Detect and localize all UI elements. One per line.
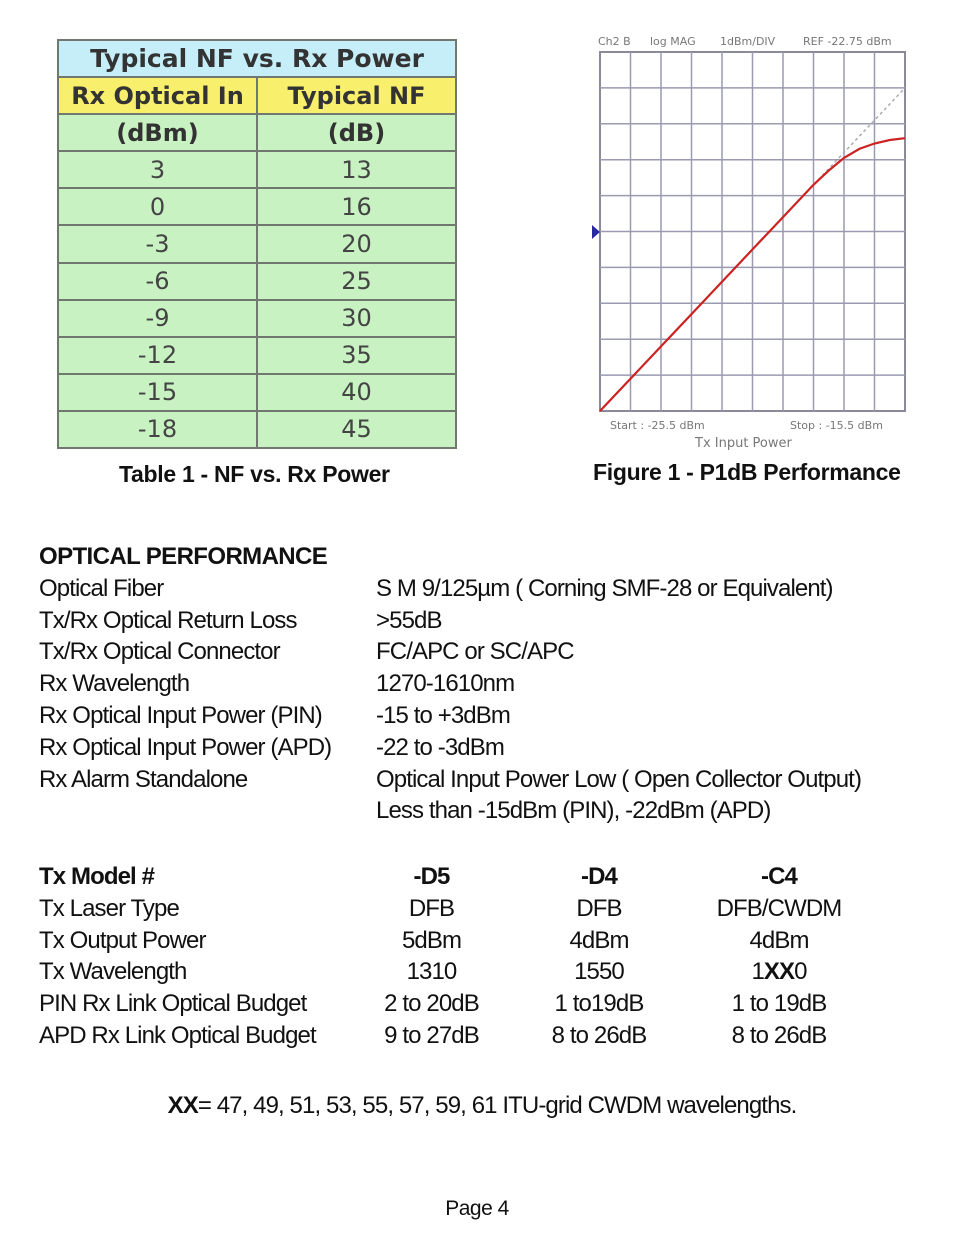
table-row	[58, 337, 456, 374]
table-row	[39, 956, 919, 988]
chart-grid	[600, 52, 905, 411]
nf-cell: 13	[257, 151, 456, 188]
nf-cell: 16	[257, 188, 456, 225]
spec-label	[39, 795, 376, 827]
spec-value: Optical Input Power Low ( Open Collector Output)	[376, 765, 862, 793]
cell-d5: 2 to 20dB	[384, 990, 479, 1018]
nf-table	[57, 39, 457, 449]
spec-label: Tx/Rx Optical Return Loss	[39, 606, 297, 634]
section-heading: OPTICAL PERFORMANCE	[39, 543, 328, 570]
spec-value: Less than -15dBm (PIN), -22dBm (APD)	[376, 797, 771, 825]
spec-row	[39, 668, 919, 700]
nf-table-col2-header: Typical NF	[257, 77, 456, 114]
spec-row	[39, 795, 919, 827]
spec-value: S M 9/125µm ( Corning SMF-28 or Equivalent)	[376, 574, 833, 602]
chart-header-channel: Ch2 B	[598, 35, 631, 48]
rx-cell: 3	[58, 151, 257, 188]
chart-header-ref: REF -22.75 dBm	[803, 35, 892, 48]
row-label: PIN Rx Link Optical Budget	[39, 990, 307, 1018]
table-row	[39, 1020, 919, 1052]
nf-cell: 35	[257, 337, 456, 374]
spec-value: -22 to -3dBm	[376, 733, 504, 761]
row-label: Tx Wavelength	[39, 958, 187, 986]
spec-label: Rx Optical Input Power (PIN)	[39, 701, 322, 729]
rx-cell: -12	[58, 337, 257, 374]
table-row	[39, 988, 919, 1020]
cell-d5: 1310	[406, 958, 457, 986]
model-d4-header: -D4	[581, 863, 617, 890]
row-label: Tx Output Power	[39, 926, 206, 954]
nf-cell: 40	[257, 374, 456, 411]
p1db-chart	[588, 30, 918, 460]
wavelength-xx: XX	[763, 958, 795, 986]
spec-label: Rx Optical Input Power (APD)	[39, 733, 332, 761]
rx-cell: -3	[58, 225, 257, 262]
rx-cell: -15	[58, 374, 257, 411]
nf-cell: 20	[257, 225, 456, 262]
nf-table-col1-unit: (dBm)	[58, 114, 257, 151]
spec-label: Optical Fiber	[39, 574, 164, 602]
model-d5-header: -D5	[413, 863, 450, 890]
wavelength-suffix: 0	[794, 958, 807, 986]
cell-d5: 9 to 27dB	[384, 1021, 479, 1049]
optical-performance-section	[39, 541, 919, 827]
spec-row	[39, 636, 919, 668]
row-label: APD Rx Link Optical Budget	[39, 1021, 316, 1049]
table-caption: Table 1 - NF vs. Rx Power	[119, 461, 390, 487]
chart-header-scale: 1dBm/DIV	[720, 35, 776, 48]
spec-row	[39, 605, 919, 637]
chart-stop-label: Stop : -15.5 dBm	[790, 419, 883, 432]
page-number: Page 4	[445, 1197, 509, 1220]
chart-xlabel: Tx Input Power	[695, 436, 792, 451]
nf-table-col1-header: Rx Optical In	[58, 77, 257, 114]
spec-row	[39, 573, 919, 605]
cell-d4: 4dBm	[569, 926, 629, 954]
spec-value: 1270-1610nm	[376, 670, 515, 698]
spec-row	[39, 700, 919, 732]
cell-d5: 5dBm	[401, 926, 462, 954]
cell-c4: 4dBm	[749, 926, 809, 954]
cell-d4: 8 to 26dB	[551, 1021, 647, 1049]
spec-label: Rx Wavelength	[39, 670, 190, 698]
cell-c4: 8 to 26dB	[731, 1021, 827, 1049]
note-text: = 47, 49, 51, 53, 55, 57, 59, 61 ITU-grid CWDM wavelengths.	[197, 1092, 797, 1119]
table-row	[58, 411, 456, 448]
note-xx: XX	[167, 1092, 198, 1119]
tx-model-header-row	[39, 861, 919, 893]
nf-cell: 30	[257, 300, 456, 337]
tx-model-label: Tx Model #	[39, 863, 155, 890]
table-row	[58, 263, 456, 300]
wavelength-prefix: 1	[751, 958, 764, 986]
table-row	[58, 225, 456, 262]
table-row	[58, 151, 456, 188]
tx-model-table	[39, 861, 919, 1052]
table-row	[39, 925, 919, 957]
spec-row	[39, 732, 919, 764]
table-row	[58, 188, 456, 225]
figure-caption: Figure 1 - P1dB Performance	[593, 459, 901, 485]
cell-d5: DFB	[408, 894, 455, 922]
row-label: Tx Laser Type	[39, 894, 179, 922]
rx-cell: 0	[58, 188, 257, 225]
table-row	[58, 374, 456, 411]
chart-start-label: Start : -25.5 dBm	[610, 419, 705, 432]
table-row	[39, 893, 919, 925]
chart-header-format: log MAG	[650, 35, 696, 48]
rx-cell: -9	[58, 300, 257, 337]
cwdm-note	[0, 1092, 954, 1120]
nf-table-title: Typical NF vs. Rx Power	[58, 40, 456, 77]
nf-cell: 45	[257, 411, 456, 448]
cell-d4: DFB	[576, 894, 622, 922]
cell-c4: DFB/CWDM	[716, 894, 842, 922]
nf-cell: 25	[257, 263, 456, 300]
table-row	[58, 300, 456, 337]
spec-label: Rx Alarm Standalone	[39, 765, 248, 793]
spec-value: -15 to +3dBm	[376, 701, 510, 729]
spec-label: Tx/Rx Optical Connector	[39, 638, 280, 666]
spec-value: FC/APC or SC/APC	[376, 638, 574, 666]
model-c4-header: -C4	[761, 863, 797, 890]
ref-marker-icon	[592, 225, 600, 239]
nf-table-col2-unit: (dB)	[257, 114, 456, 151]
cell-c4: 1 to 19dB	[731, 990, 827, 1018]
rx-cell: -6	[58, 263, 257, 300]
spec-row	[39, 764, 919, 796]
spec-value: >55dB	[376, 606, 442, 634]
cell-d4: 1 to19dB	[554, 990, 644, 1018]
rx-cell: -18	[58, 411, 257, 448]
cell-c4	[694, 956, 864, 988]
cell-d4: 1550	[574, 958, 624, 986]
